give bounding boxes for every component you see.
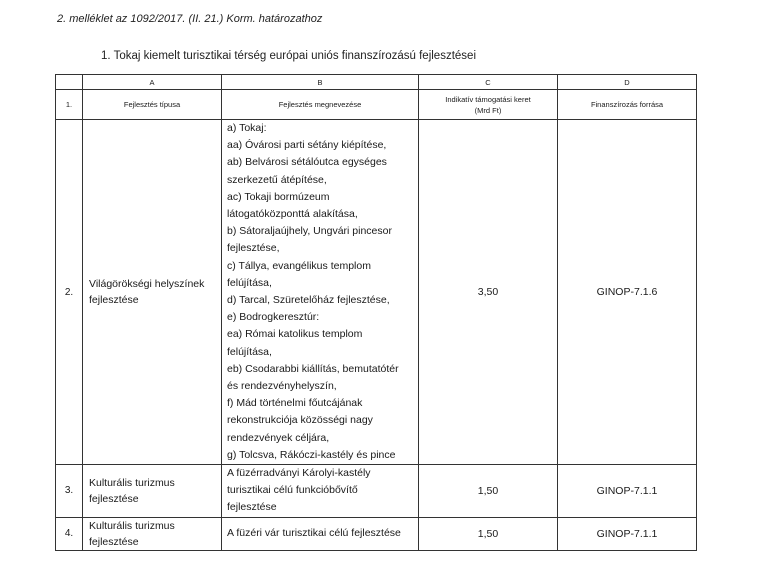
indicative-amount: 3,50	[419, 120, 558, 465]
development-type-line: Kulturális turizmus	[89, 476, 175, 489]
header-row-number: 1.	[56, 90, 83, 120]
column-letter-blank	[56, 75, 83, 90]
row-number: 3.	[56, 465, 83, 518]
header-amount-line1: Indikatív támogatási keret	[445, 94, 531, 104]
description-line: g) Tolcsva, Rákóczi-kastély és pince	[227, 448, 396, 461]
header-development-type: Fejlesztés típusa	[83, 90, 222, 120]
development-type	[83, 517, 222, 550]
header-development-name: Fejlesztés megnevezése	[222, 90, 419, 120]
table-header-row	[56, 90, 697, 120]
description-line: ac) Tokaji bormúzeum	[227, 190, 330, 203]
table-body	[56, 120, 697, 551]
development-type-line: fejlesztése	[89, 492, 139, 505]
development-table	[55, 74, 697, 551]
column-letter-b: B	[222, 75, 419, 90]
header-funding-source: Finanszírozás forrása	[558, 90, 697, 120]
description-line: c) Tállya, evangélikus templom	[227, 259, 371, 272]
description-line: f) Mád történelmi főutcájának	[227, 397, 363, 410]
description-line: A füzéri vár turisztikai célú fejlesztése	[227, 527, 401, 540]
description-line: és rendezvényhelyszín,	[227, 380, 337, 393]
development-type-line: Világörökségi helyszínek	[89, 278, 205, 291]
row-number: 2.	[56, 120, 83, 465]
description-line: ab) Belvárosi sétálóutca egységes	[227, 156, 387, 169]
table-row	[56, 465, 697, 518]
indicative-amount: 1,50	[419, 465, 558, 518]
funding-source: GINOP-7.1.1	[558, 517, 697, 550]
description-line: aa) Óvárosi parti sétány kiépítése,	[227, 139, 387, 152]
table-row	[56, 120, 697, 465]
description-line: fejlesztése,	[227, 242, 280, 255]
development-type	[83, 465, 222, 518]
description-line: felújítása,	[227, 276, 272, 289]
funding-source: GINOP-7.1.1	[558, 465, 697, 518]
description-line: A füzérradványi Károlyi-kastély	[227, 467, 371, 480]
development-type-line: fejlesztése	[89, 535, 139, 548]
development-type-line: Kulturális turizmus	[89, 519, 175, 532]
header-indicative-amount	[419, 90, 558, 120]
description-line: rendezvények céljára,	[227, 431, 330, 444]
description-line: rekonstrukciója közösségi nagy	[227, 414, 373, 427]
row-number: 4.	[56, 517, 83, 550]
description-line: eb) Csodarabbi kiállítás, bemutatótér	[227, 362, 399, 375]
development-description	[222, 465, 419, 518]
funding-source: GINOP-7.1.6	[558, 120, 697, 465]
development-description	[222, 120, 419, 465]
description-line: b) Sátoraljaújhely, Ungvári pincesor	[227, 225, 392, 238]
description-line: felújítása,	[227, 345, 272, 358]
development-type-line: fejlesztése	[89, 294, 139, 307]
indicative-amount: 1,50	[419, 517, 558, 550]
description-line: látogatóközponttá alakítása,	[227, 208, 358, 221]
column-letter-row	[56, 75, 697, 90]
column-letter-c: C	[419, 75, 558, 90]
description-line: szerkezetű átépítése,	[227, 173, 327, 186]
annex-title: 2. melléklet az 1092/2017. (II. 21.) Korm. határozathoz	[57, 13, 323, 25]
description-line: fejlesztése	[227, 501, 277, 514]
table-row	[56, 517, 697, 550]
description-line: d) Tarcal, Szüretelőház fejlesztése,	[227, 294, 390, 307]
description-line: ea) Római katolikus templom	[227, 328, 363, 341]
header-amount-line2: (Mrd Ft)	[474, 105, 502, 115]
description-line: e) Bodrogkeresztúr:	[227, 311, 320, 324]
development-type	[83, 120, 222, 465]
development-description	[222, 517, 419, 550]
section-title: 1. Tokaj kiemelt turisztikai térség európai uniós finanszírozású fejlesztései	[101, 50, 476, 62]
description-line: turisztikai célú funkcióbővítő	[227, 484, 358, 497]
description-line: a) Tokaj:	[227, 122, 267, 134]
column-letter-d: D	[558, 75, 697, 90]
column-letter-a: A	[83, 75, 222, 90]
